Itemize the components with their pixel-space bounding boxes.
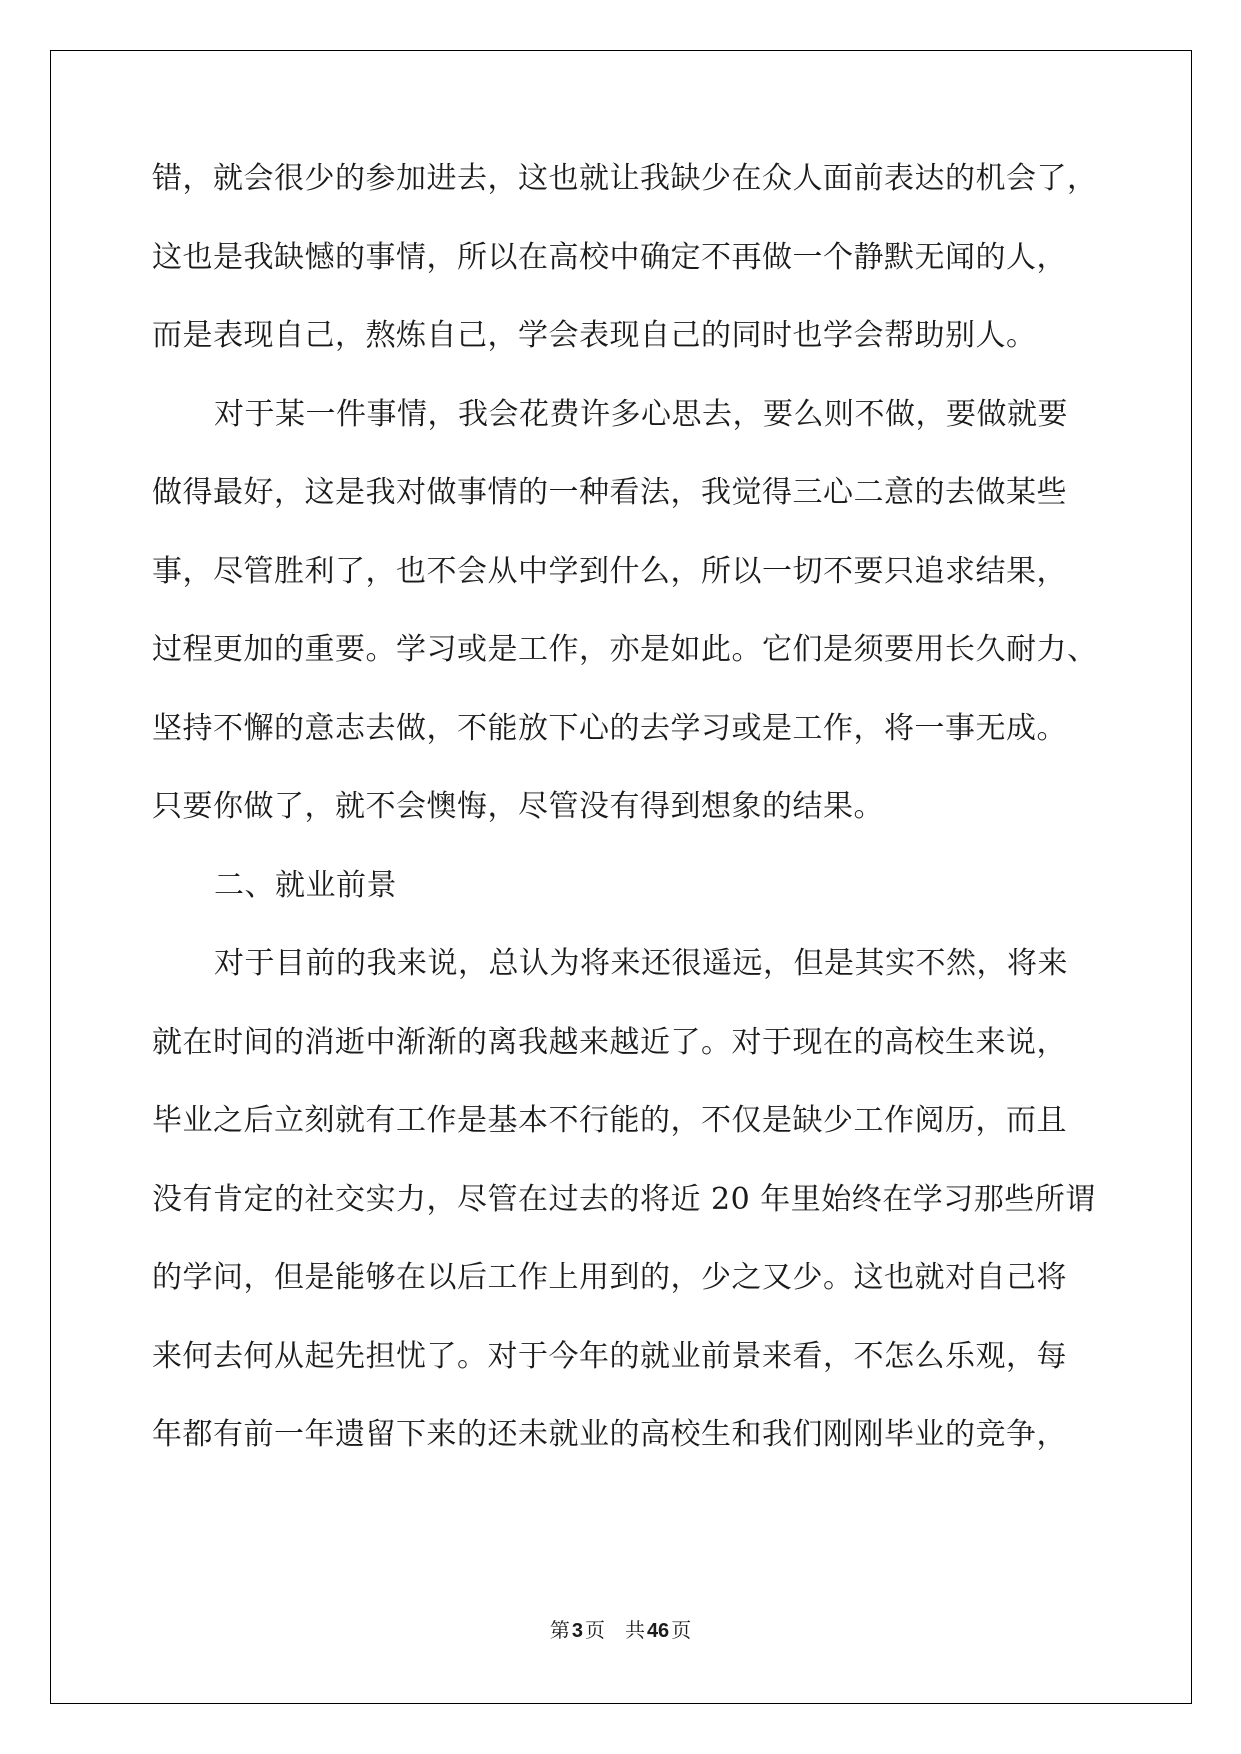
text-line: 坚持不懈的意志去做，不能放下心的去学习或是工作，将一事无成。: [152, 710, 1067, 746]
text-line: 错，就会很少的参加进去，这也就让我缺少在众人面前表达的机会了，: [152, 161, 1098, 196]
paragraph-start-line: 对于某一件事情，我会花费许多心思去，要么则不做，要做就要: [214, 396, 1068, 432]
section-heading: 二、就业前景: [214, 867, 397, 903]
text-line: 来何去何从起先担忧了。对于今年的就业前景来看，不怎么乐观，每: [152, 1338, 1067, 1374]
paragraph-start-line: 对于目前的我来说，总认为将来还很遥远，但是其实不然，将来: [214, 946, 1068, 981]
page-prefix: 第: [549, 1618, 570, 1642]
total-prefix: 共: [624, 1618, 645, 1642]
text-line: 这也是我缺憾的事情，所以在高校中确定不再做一个静默无闻的人，: [152, 239, 1067, 275]
total-suffix: 页: [671, 1618, 692, 1642]
text-line: 过程更加的重要。学习或是工作，亦是如此。它们是须要用长久耐力、: [152, 632, 1098, 667]
page-footer: [0, 1614, 1241, 1643]
text-line: 事，尽管胜利了，也不会从中学到什么，所以一切不要只追求结果，: [152, 553, 1067, 589]
text-line: 没有肯定的社交实力，尽管在过去的将近 20 年里始终在学习那些所谓: [152, 1181, 1096, 1217]
document-body: [152, 140, 1098, 1475]
text-line: 毕业之后立刻就有工作是基本不行能的，不仅是缺少工作阅历，而且: [152, 1103, 1067, 1138]
page-suffix: 页: [584, 1618, 605, 1642]
text-line: 只要你做了，就不会懊悔，尽管没有得到想象的结果。: [152, 789, 884, 824]
text-line: 年都有前一年遗留下来的还未就业的高校生和我们刚刚毕业的竞争，: [152, 1417, 1067, 1452]
total-pages: 46: [646, 1620, 670, 1642]
text-line: 而是表现自己，熬炼自己，学会表现自己的同时也学会帮助别人。: [152, 318, 1037, 353]
text-line: 的学问，但是能够在以后工作上用到的，少之又少。这也就对自己将: [152, 1260, 1067, 1295]
text-line: 就在时间的消逝中渐渐的离我越来越近了。对于现在的高校生来说，: [152, 1024, 1067, 1060]
page-number: 3: [571, 1620, 583, 1642]
text-line: 做得最好，这是我对做事情的一种看法，我觉得三心二意的去做某些: [152, 475, 1067, 510]
